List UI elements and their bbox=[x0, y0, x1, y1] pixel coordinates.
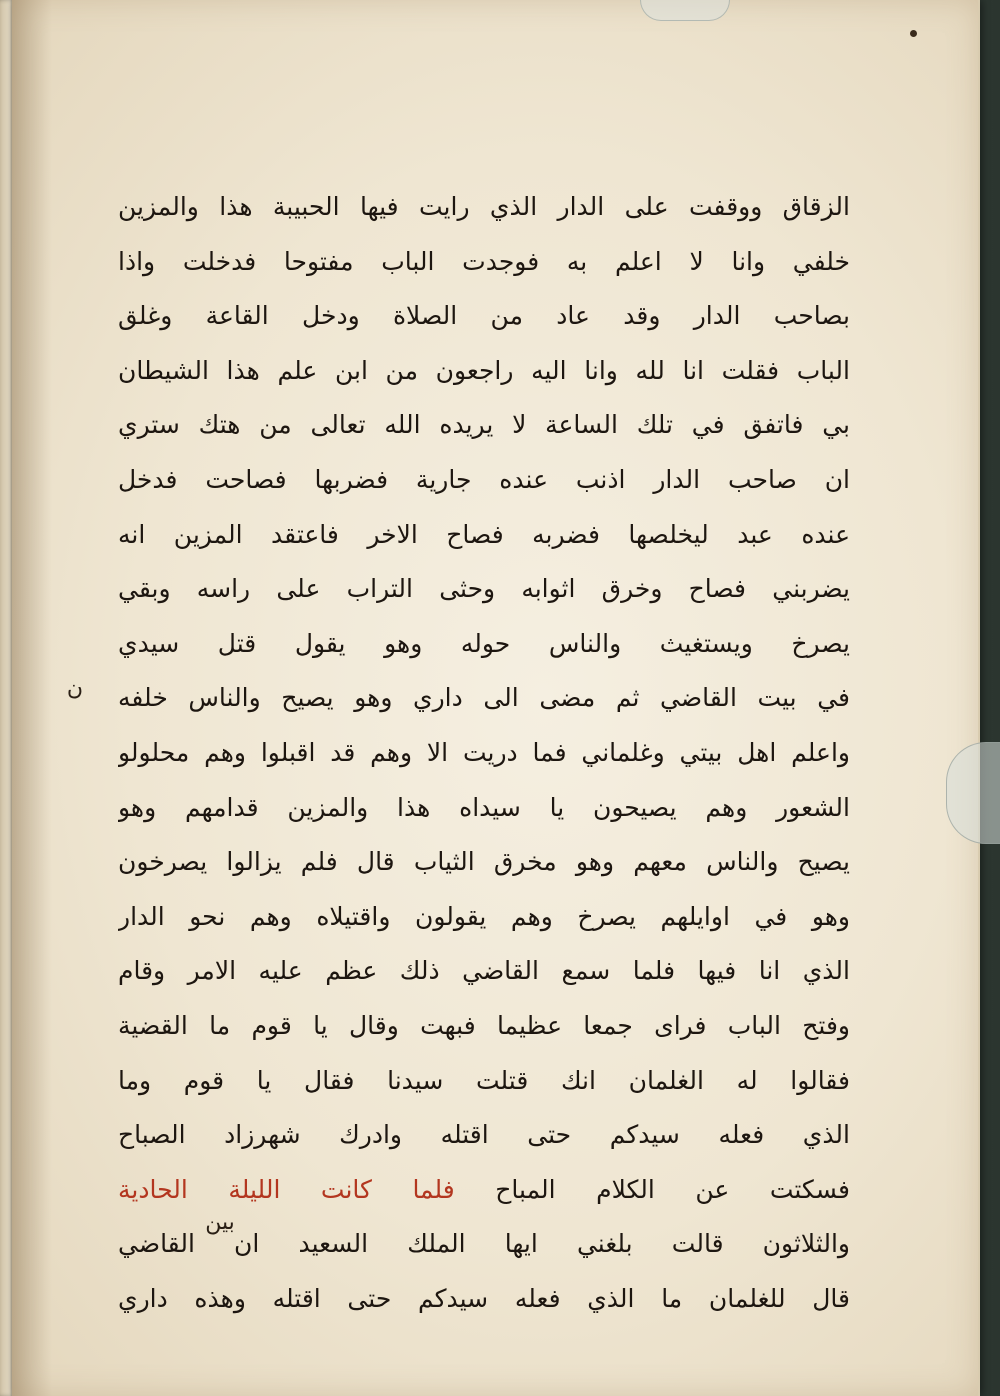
text-line: الذي انا فيها فلما سمع القاضي ذلك عظم عليه الامر وقام bbox=[118, 956, 850, 986]
text-line: الشعور وهم يصيحون يا سيداه هذا والمزين قدامهم وهو bbox=[118, 792, 850, 822]
gutter-shadow bbox=[12, 0, 52, 1396]
text-line: بي فاتفق في تلك الساعة لا يريده الله تعالى من هتك ستري bbox=[118, 410, 850, 440]
rubric-heading: فلما كانت الليلة الحادية bbox=[118, 1174, 455, 1204]
catchword: بين bbox=[205, 1210, 235, 1235]
text-line: الباب فقلت انا لله وانا اليه راجعون من ابن علم هذا الشيطان bbox=[118, 355, 850, 385]
text-line: يصيح والناس معهم وهو مخرق الثياب قال فلم يزالوا يصرخون bbox=[118, 847, 850, 877]
text-line: ان صاحب الدار اذنب عنده جارية فضربها فصاحت فدخل bbox=[118, 464, 850, 494]
ink-dot bbox=[910, 30, 917, 37]
line-prefix: فسكتت عن الكلام المباح bbox=[495, 1174, 850, 1204]
text-line: خلفي وانا لا اعلم به فوجدت الباب مفتوحا فدخلت واذا bbox=[118, 246, 850, 276]
text-line: يصرخ ويستغيث والناس حوله وهو يقول قتل سيدي bbox=[118, 628, 850, 658]
text-line: قال للغلمان ما الذي فعله سيدكم حتى اقتله وهذه داري bbox=[118, 1283, 850, 1313]
text-line: واعلم اهل بيتي وغلماني فما دريت الا وهم قد اقبلوا وهم محلولو bbox=[118, 737, 850, 767]
text-line: في بيت القاضي ثم مضى الى داري وهو يصيح والناس خلفه bbox=[118, 683, 850, 713]
page-clip-top bbox=[640, 0, 730, 21]
text-line: الذي فعله سيدكم حتى اقتله وادرك شهرزاد الصباح bbox=[118, 1120, 850, 1150]
page-clip-right bbox=[946, 742, 1000, 844]
text-line: والثلاثون قالت بلغني ايها الملك السعيد ان القاضي bbox=[118, 1229, 850, 1259]
text-line: الزقاق ووقفت على الدار الذي رايت فيها الحبيبة هذا والمزين bbox=[118, 192, 850, 221]
text-line: بصاحب الدار وقد عاد من الصلاة ودخل القاعة وغلق bbox=[118, 301, 850, 331]
text-line: وهو في اوايلهم يصرخ وهم يقولون واقتيلاه وهم نحو الدار bbox=[118, 901, 850, 931]
text-line: يضربني فصاح وخرق اثوابه وحثى التراب على راسه وبقي bbox=[118, 574, 850, 604]
text-line: فقالوا له الغلمان انك قتلت سيدنا فقال يا قوم وما bbox=[118, 1065, 850, 1095]
margin-note: ن bbox=[66, 676, 84, 701]
text-block bbox=[118, 180, 850, 1326]
text-line: عنده عبد ليخلصها فضربه فصاح الاخر فاعتقد المزين انه bbox=[118, 519, 850, 549]
text-line: وفتح الباب فراى جمعا عظيما فبهت وقال يا قوم ما القضية bbox=[118, 1010, 850, 1040]
